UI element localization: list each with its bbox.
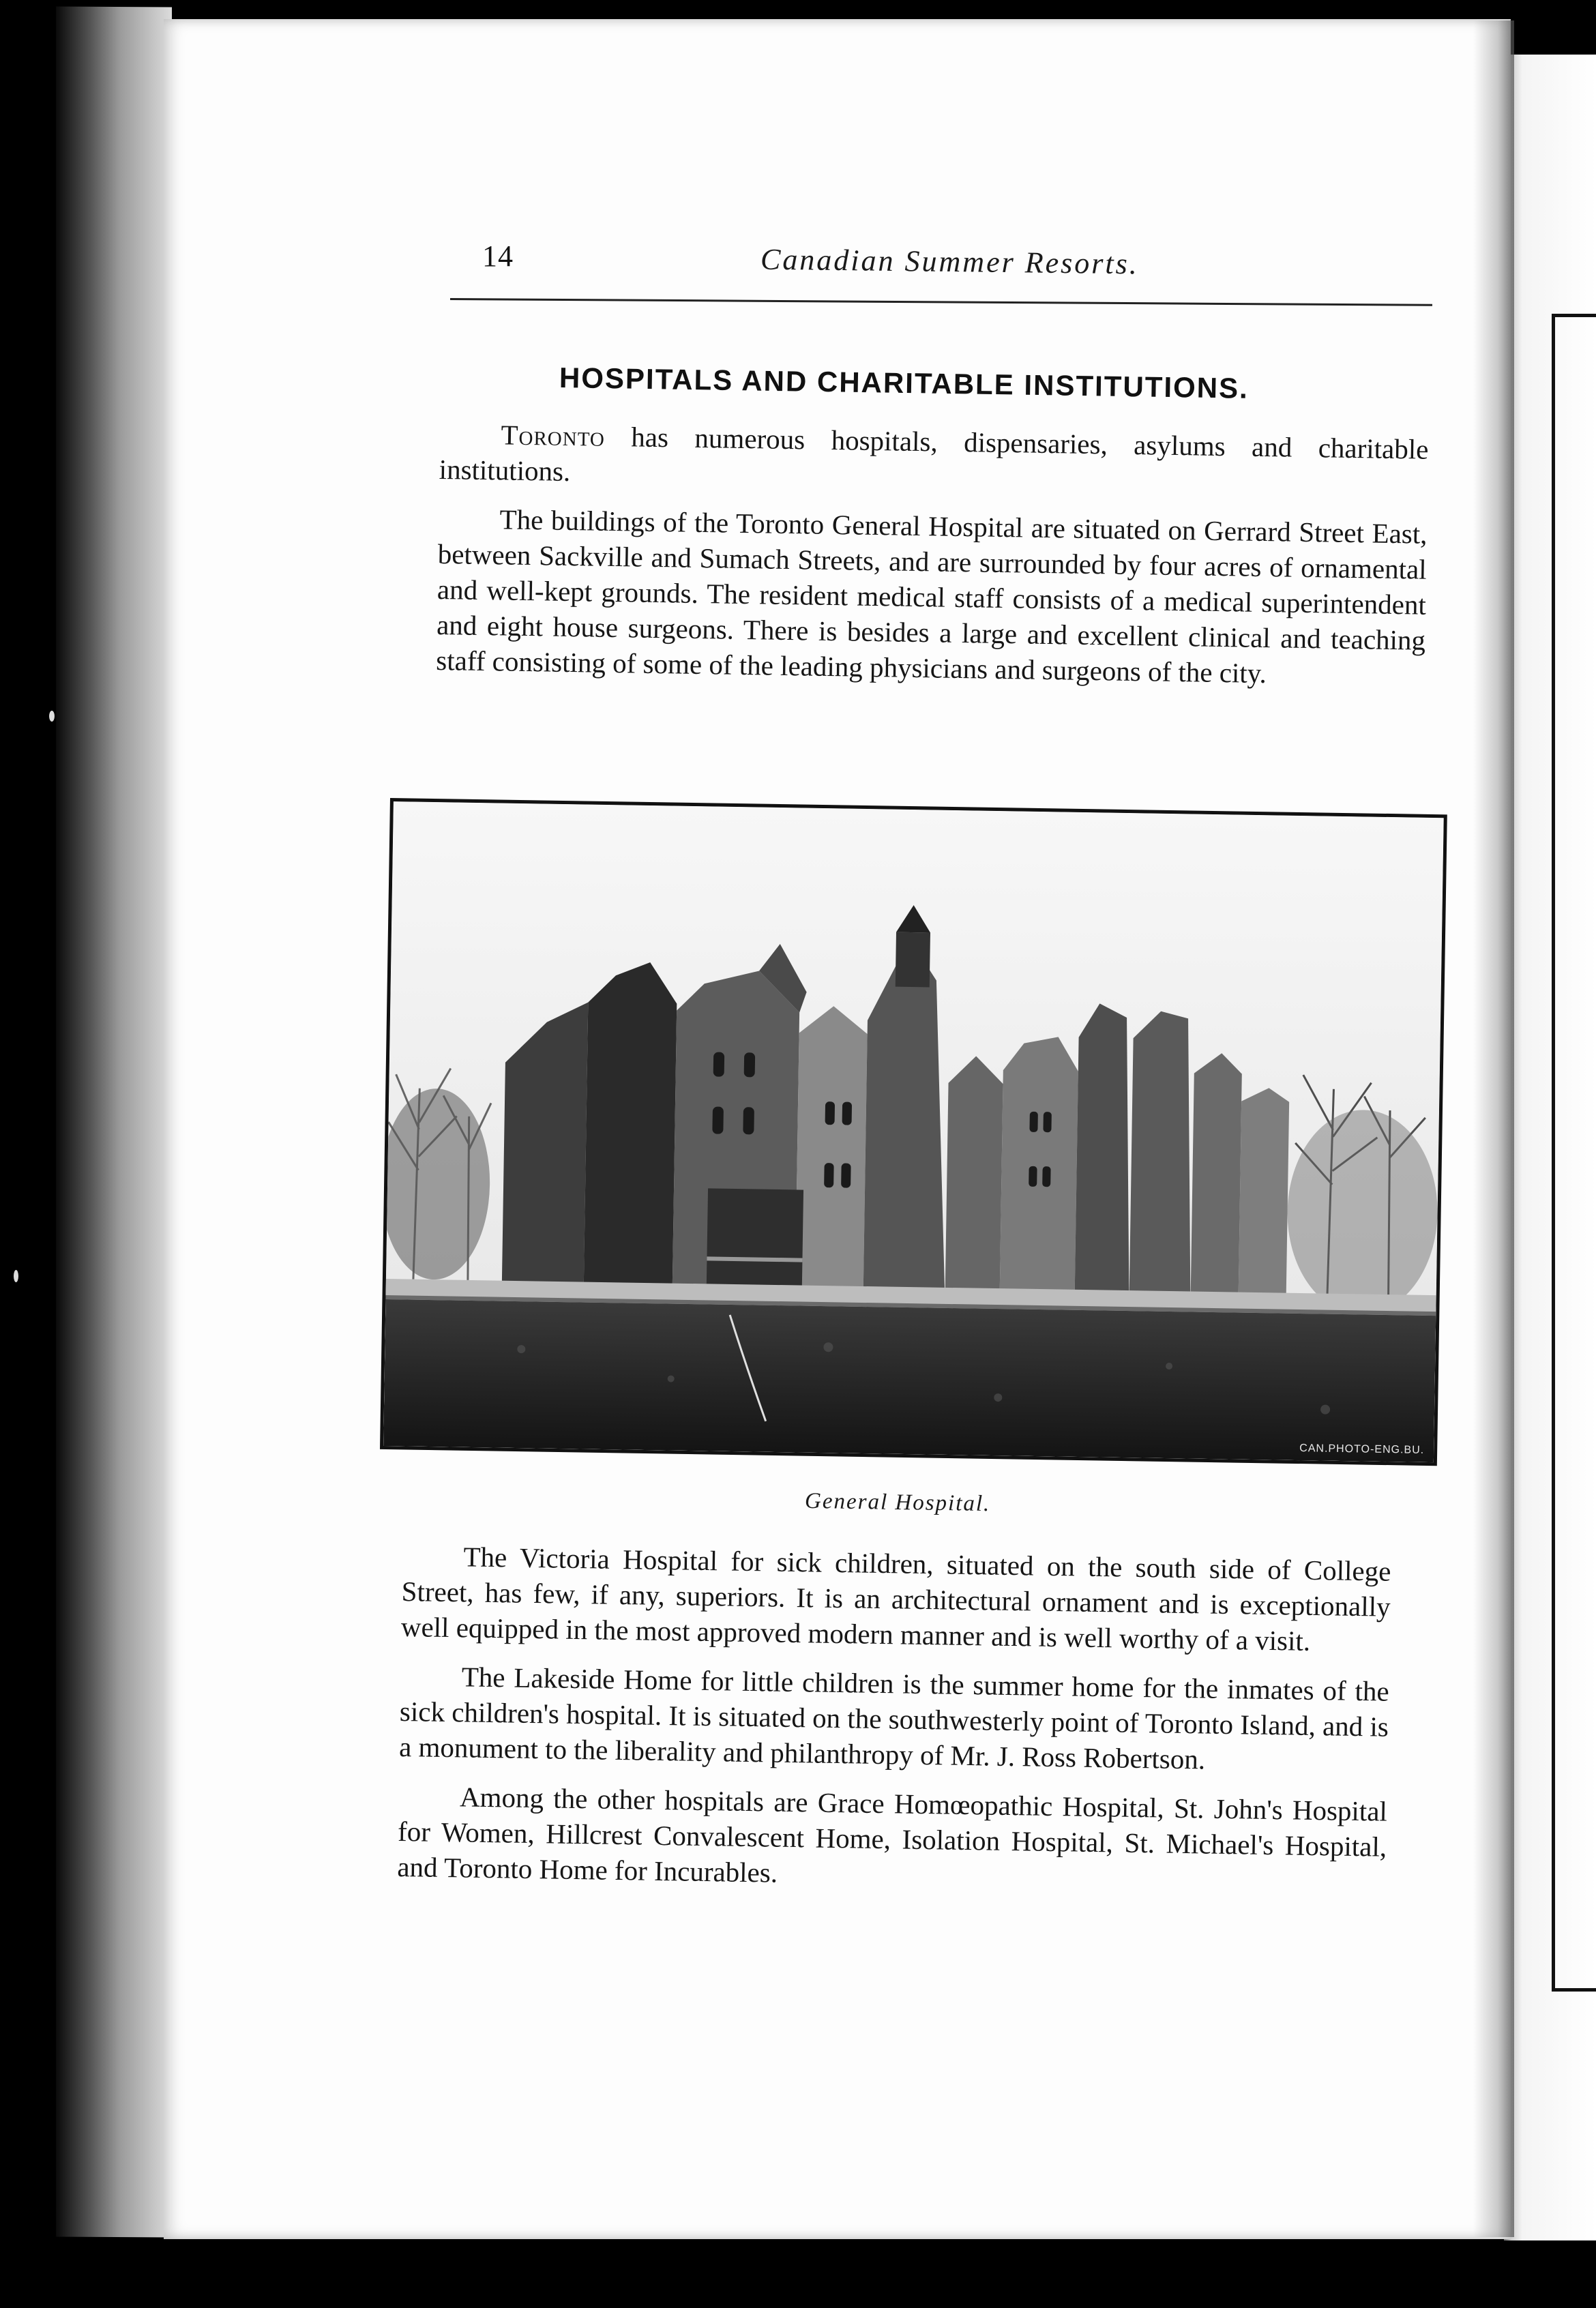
paragraph-other-hospitals: Among the other hospitals are Grace Homœopathic Hospital, St. John's Hospital for Women, Hillcrest Convalescent Home, Isolation Hospital, St. Michael's Hospital, and Toronto Home for Incurables. — [397, 1781, 1388, 1889]
paragraph-lead-word: Toronto — [501, 419, 606, 452]
page-number: 14 — [482, 239, 514, 273]
photo-general-hospital — [380, 798, 1447, 1466]
paragraph-general-hospital: The buildings of the Toronto General Hospital are situated on Gerrard Street East, between Sackville and Sumach Streets, and are surrounded by four acres of ornamental and well-kept grounds. The resident medical staff consists of a medical superintendent and eight house surgeons. There is besides a large and excellent clinical and teaching staff consisting of some of the leading physicians and surgeons of the city. — [436, 503, 1428, 690]
facing-page-border — [1552, 314, 1596, 1992]
paragraph-lakeside-home: The Lakeside Home for little children is the summer home for the inmates of the sick children's hospital. It is situated on the southwesterly point of Toronto Island, and is a monument to the liberality and philanthropy of Mr. J. Ross Robertson. — [398, 1661, 1390, 1775]
page-stack-edge — [56, 7, 172, 2238]
margin-speck — [14, 1270, 18, 1282]
section-heading: HOSPITALS AND CHARITABLE INSTITUTIONS. — [559, 361, 1250, 404]
running-title: Canadian Summer Resorts. — [760, 242, 1140, 281]
photo-caption: General Hospital. — [804, 1488, 991, 1517]
paragraph-text: has numerous hospitals, dispensaries, asylums and charitable institutions. — [439, 420, 1429, 488]
paragraph-victoria-hospital: The Victoria Hospital for sick children, situated on the south side of College Street, has few, if any, superiors. It is an architectural ornament and is exceptionally well equipped in the most approved modern manner and is well worthy of a visit. — [400, 1541, 1391, 1657]
running-head — [454, 232, 1436, 293]
text-block-top — [436, 416, 1429, 707]
gutter-shadow — [1473, 20, 1514, 2237]
hospital-photo-illustration — [383, 801, 1444, 1462]
text-block-bottom — [397, 1538, 1391, 1914]
engraver-mark: CAN.PHOTO-ENG.BU. — [1299, 1442, 1425, 1456]
margin-speck — [49, 711, 55, 722]
paragraph-toronto — [439, 416, 1428, 503]
